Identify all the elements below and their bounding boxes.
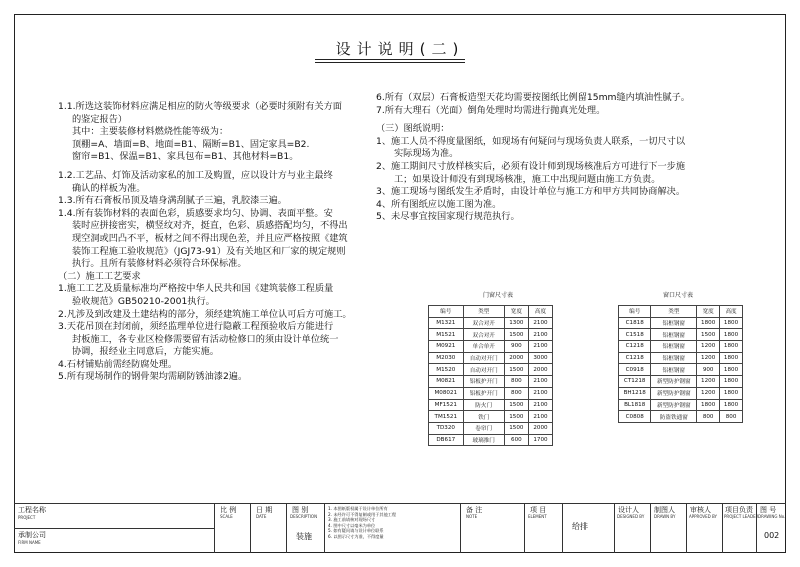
table-cell: 1500	[504, 422, 528, 434]
table-cell: 1500	[504, 399, 528, 411]
left-notes-column	[58, 101, 352, 384]
firm-name-sublabel: FIRM NAME	[18, 540, 41, 545]
table-header-cell: 类型	[463, 306, 504, 318]
table-cell: M2030	[429, 352, 464, 364]
table-row	[619, 364, 743, 376]
table-cell: C0808	[619, 411, 651, 423]
table-cell: 铝框钢窗	[651, 364, 697, 376]
note-line: 6.所有（双层）石膏板造型天花均需要按图纸比例留15mm缝内填油性腻子。	[376, 92, 690, 103]
note-line: 确认的样板为准。	[72, 182, 146, 194]
drawing-type-sublabel: DESCRIPTION	[290, 514, 318, 519]
table-row	[619, 399, 743, 411]
note-line: 协调，报经业主同意后，方能实施。	[72, 346, 219, 358]
table-cell: 玻璃推门	[463, 434, 504, 446]
drawing-number-value: 002	[764, 531, 780, 540]
table-row	[429, 434, 553, 446]
checker-sublabel: APPROVED BY	[689, 514, 718, 519]
date-label: 日 期	[256, 506, 273, 514]
table-cell: 800	[504, 376, 528, 388]
table-cell: 2000	[528, 422, 552, 434]
table-cell: 1800	[720, 399, 743, 411]
table-cell: MF1521	[429, 399, 464, 411]
drawing-type-label: 图 别	[292, 506, 309, 514]
table-cell: 1800	[697, 399, 720, 411]
table-row	[429, 422, 553, 434]
table-row	[429, 341, 553, 353]
scale-sublabel: SCALE	[220, 514, 233, 519]
title-underline-double	[315, 62, 465, 63]
table-cell: 800	[720, 411, 743, 423]
item-sublabel: ELEMENT	[528, 514, 547, 519]
table-row	[619, 352, 743, 364]
table-header-cell: 类型	[651, 306, 697, 318]
page-title: 设计说明(二)	[335, 40, 465, 58]
item-value: 给排	[572, 522, 588, 531]
table-row	[619, 329, 743, 341]
title-block-notes	[328, 506, 458, 540]
note-line: 1.1.所选这装饰材料应满足相应的防火等级要求（必要时须附有关方面	[58, 101, 342, 112]
door-table-caption: 门窗尺寸表	[482, 292, 513, 299]
table-header-cell: 编号	[619, 306, 651, 318]
table-cell: 2000	[504, 352, 528, 364]
table-cell: 2100	[528, 411, 552, 423]
note-line: 工；如果设计师没有到现场核准，施工中出现问题由施工方负责。	[394, 173, 661, 185]
table-cell: 1300	[504, 317, 528, 329]
note-line: 7.所有大理石（光面）倒角处理时均需进行抛真光处理。	[376, 104, 606, 116]
scale-label: 比 例	[220, 506, 237, 514]
table-row	[619, 317, 743, 329]
table-row	[429, 376, 553, 388]
table-cell: 3000	[528, 352, 552, 364]
title-block-note-line: 4. 图中尺寸以毫米为单位	[328, 522, 376, 528]
table-cell: M1520	[429, 364, 464, 376]
table-cell: 自动对开门	[463, 364, 504, 376]
table-cell: 1500	[504, 329, 528, 341]
table-cell: 800	[504, 387, 528, 399]
table-cell: 1700	[528, 434, 552, 446]
table-cell: 双合对开	[463, 317, 504, 329]
table-cell: 铝框钢窗	[651, 329, 697, 341]
note-line: 执行。且所有装修材料必须符合环保标准。	[72, 258, 247, 270]
door-schedule-table	[428, 305, 553, 446]
project-name-label: 工程名称	[18, 506, 46, 514]
table-cell: 铝板护开门	[463, 387, 504, 399]
note-line: 4.石材铺贴前需经防腐处理。	[58, 358, 178, 370]
table-cell: 铝框钢窗	[651, 317, 697, 329]
table-cell: 1200	[697, 352, 720, 364]
note-line: 4、所有图纸应以施工图为准。	[376, 198, 502, 210]
table-cell: 1800	[720, 317, 743, 329]
drawing-number-sublabel: DRAWING No.	[758, 514, 786, 519]
table-cell: TD320	[429, 422, 464, 434]
table-row	[429, 399, 553, 411]
window-schedule-table	[618, 305, 743, 423]
firm-name-label: 承制公司	[18, 531, 46, 539]
table-cell: C1818	[619, 317, 651, 329]
table-cell: 卷帘门	[463, 422, 504, 434]
table-row	[429, 329, 553, 341]
table-cell: M1521	[429, 329, 464, 341]
note-line: 1.4.所有装饰材料的表面色彩，质感要求均匀、协调、表面平整。安	[58, 207, 333, 219]
table-header-cell: 高度	[528, 306, 552, 318]
table-cell: 铝框钢窗	[651, 341, 697, 353]
drawing-number-label: 图 号	[760, 506, 777, 514]
table-cell: 1800	[697, 317, 720, 329]
note-line: （二）施工工艺要求	[58, 270, 141, 282]
table-cell: 铝框钢窗	[651, 352, 697, 364]
title-block-note-line: 1. 本图纸版权属于设计单位所有	[328, 506, 388, 511]
note-line: 窗帘=B1、保温=B1、家具包布=B1、其他材料=B1。	[72, 151, 299, 163]
right-notes-column	[376, 92, 690, 224]
remarks-label: 备 注	[466, 506, 483, 514]
table-row	[619, 411, 743, 423]
table-cell: 防火门	[463, 399, 504, 411]
table-cell: M0821	[429, 376, 464, 388]
table-cell: 600	[504, 434, 528, 446]
table-cell: BH1218	[619, 387, 651, 399]
project-name-sublabel: PROJECT	[18, 515, 36, 520]
table-cell: 1500	[504, 411, 528, 423]
note-line: 实际现场为准。	[394, 148, 459, 160]
designer-sublabel: DESIGNED BY	[617, 514, 645, 519]
table-cell: 2100	[528, 329, 552, 341]
note-line: 1.3.所有石膏板吊顶及墙身满刮腻子三遍，乳胶漆三遍。	[58, 195, 287, 207]
table-cell: 1800	[720, 364, 743, 376]
table-cell: DB617	[429, 434, 464, 446]
table-cell: 2100	[528, 376, 552, 388]
table-cell: TM1521	[429, 411, 464, 423]
table-row	[619, 376, 743, 388]
table-cell: 2100	[528, 341, 552, 353]
table-cell: 新型防护钢窗	[651, 387, 697, 399]
table-row	[429, 352, 553, 364]
table-row	[429, 387, 553, 399]
table-header-cell: 宽度	[697, 306, 720, 318]
note-line: 1.施工工艺及质量标准均严格按中华人民共和国《建筑装修工程质量	[58, 283, 334, 295]
table-cell: 1200	[697, 387, 720, 399]
title-block-note-line: 5. 如有疑问请与设计单位联系	[328, 528, 384, 534]
table-cell: 2100	[528, 399, 552, 411]
table-cell: CT1218	[619, 376, 651, 388]
table-cell: 2100	[528, 387, 552, 399]
table-cell: 1200	[697, 341, 720, 353]
table-cell: 1200	[697, 376, 720, 388]
table-cell: 双合对开	[463, 329, 504, 341]
table-cell: 1500	[504, 364, 528, 376]
project-leader-sublabel: PROJECT LEADER	[724, 514, 759, 519]
table-row	[429, 411, 553, 423]
table-row	[619, 341, 743, 353]
drawer-label: 制图人	[654, 506, 675, 514]
drawing-type-value: 装施	[296, 532, 312, 541]
title-block-note-line: 3. 施工前请核对现场尺寸	[328, 517, 376, 523]
table-cell: 铁门	[463, 411, 504, 423]
note-line: 顶棚=A、墙面=B、地面=B1、隔断=B1、固定家具=B2.	[72, 138, 310, 150]
table-cell: 1800	[720, 376, 743, 388]
table-header-cell: 编号	[429, 306, 464, 318]
note-line: 1、施工人员不得度量图纸，如现场有何疑问与现场负责人联系，一切尺寸以	[376, 135, 686, 147]
table-cell: 2100	[528, 317, 552, 329]
table-header-cell: 高度	[720, 306, 743, 318]
note-line: 的鉴定报告）	[72, 113, 128, 125]
title-block-note-line: 2. 未经许可不得复制或用于其他工程	[328, 511, 397, 517]
note-line: 3.天花吊顶在封闭前，须经监理单位进行隐蔽工程预验收后方能进行	[58, 321, 334, 333]
table-cell: 900	[504, 341, 528, 353]
table-cell: 新型防护钢窗	[651, 376, 697, 388]
remarks-sublabel: NOTE	[466, 514, 478, 519]
table-cell: 防盗铁通窗	[651, 411, 697, 423]
table-cell: M0921	[429, 341, 464, 353]
table-cell: C1218	[619, 352, 651, 364]
item-label: 项 目	[530, 506, 547, 514]
note-line: （三）图纸说明：	[376, 123, 450, 135]
note-line: 2、施工期间尺寸放样核实后，必须有设计师到现场核准后方可进行下一步施	[376, 160, 686, 172]
table-cell: M08021	[429, 387, 464, 399]
title-underline	[315, 59, 465, 60]
table-header-row	[429, 306, 553, 318]
table-cell: BL1818	[619, 399, 651, 411]
note-line: 1.2.工艺品、灯饰及活动家私的加工及购置，应以设计方与业主最终	[58, 169, 333, 181]
checker-label: 审核人	[690, 506, 711, 514]
title-block	[14, 503, 786, 553]
table-header-cell: 宽度	[504, 306, 528, 318]
table-cell: 1800	[720, 387, 743, 399]
table-cell: C0918	[619, 364, 651, 376]
note-line: 验收规范》GB50210-2001执行。	[72, 295, 215, 307]
note-line: 装饰工程施工验收规范》（JGJ73-91）及有关地区和厂家的规定规则	[72, 245, 346, 257]
table-cell: C1218	[619, 341, 651, 353]
table-cell: 单合单开	[463, 341, 504, 353]
table-cell: 2000	[528, 364, 552, 376]
note-line: 其中：主要装修材料燃烧性能等级为：	[72, 126, 229, 138]
designer-label: 设计人	[618, 506, 639, 514]
note-line: 5、未尽事宜按国家现行规范执行。	[376, 211, 520, 223]
table-cell: 900	[697, 364, 720, 376]
drawer-sublabel: DRAWN BY	[654, 514, 676, 519]
note-line: 2.凡涉及到改建及土建结构的部分，须经建筑施工单位认可后方可施工。	[58, 308, 352, 320]
table-cell: 铝板护开门	[463, 376, 504, 388]
table-cell: 1500	[697, 329, 720, 341]
note-line: 装时应拼接密实，横竖纹对齐，挺直，色彩、质感搭配均匀，不得出	[72, 220, 348, 232]
project-leader-label: 项目负责	[725, 506, 753, 514]
note-line: 3、施工现场与图纸发生矛盾时，由设计单位与施工方和甲方共同协商解决。	[376, 186, 686, 198]
table-row	[429, 364, 553, 376]
window-table-caption: 窗口尺寸表	[662, 292, 693, 299]
table-cell: 自动对开门	[463, 352, 504, 364]
title-block-note-line: 6. 以图示尺寸为准，不得度量	[328, 533, 384, 539]
table-row	[619, 387, 743, 399]
table-cell: 1800	[720, 329, 743, 341]
note-line: 5.所有现场制作的钢骨架均需刷防锈油漆2遍。	[58, 371, 248, 383]
table-cell: 1800	[720, 352, 743, 364]
table-cell: 800	[697, 411, 720, 423]
table-cell: M1321	[429, 317, 464, 329]
table-cell: C1518	[619, 329, 651, 341]
note-line: 封板施工，各专业区检修需要留有活动检修口的须由设计单位统一	[72, 333, 339, 345]
date-sublabel: DATE	[256, 514, 267, 519]
note-line: 现空洞或凹凸不平，板材之间不得出现色差，并且应严格按照《建筑	[72, 232, 348, 244]
table-cell: 新型防护钢窗	[651, 399, 697, 411]
table-cell: 1800	[720, 341, 743, 353]
table-header-row	[619, 306, 743, 318]
table-row	[429, 317, 553, 329]
